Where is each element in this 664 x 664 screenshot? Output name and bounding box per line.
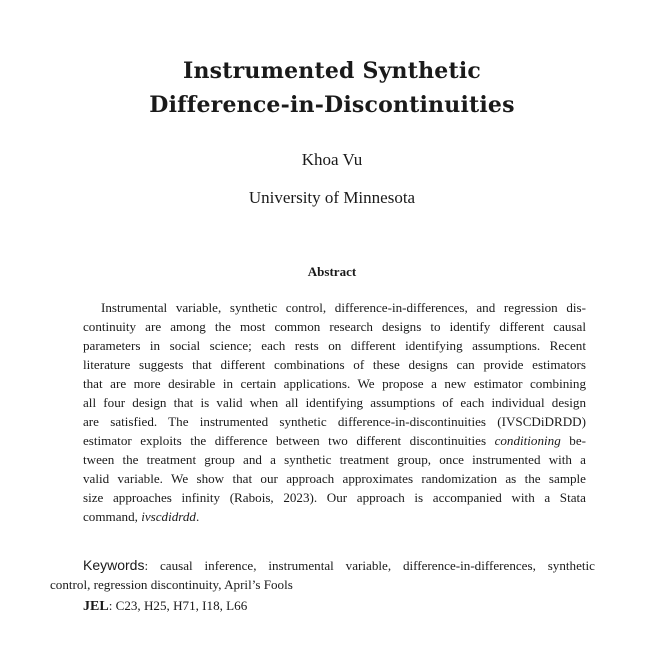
abstract-line: tween the treatment group and a synthetic treatment group, once instrumented with a (83, 452, 586, 467)
jel-code-list: : C23, H25, H71, I18, L66 (108, 598, 248, 613)
abstract-line: literature suggests that different combinations of these designs can provide estimators (83, 357, 586, 372)
abstract-line (83, 431, 586, 450)
abstract-line: parameters in social science; each rests on different identifying assumptions. Recent (83, 338, 586, 353)
paper-title-line-2: Difference-in-Discontinuities (149, 92, 515, 118)
paper-title-line-1: Instrumented Synthetic (182, 58, 482, 84)
abstract-line (83, 507, 586, 526)
keywords-text: : causal inference, instrumental variable, difference-in-differences, synthetic (144, 558, 595, 573)
abstract-body (83, 298, 586, 526)
keywords-block (50, 556, 595, 594)
abstract-line: Instrumental variable, synthetic control, difference-in-differences, and regression dis- (101, 300, 586, 315)
abstract-text: . (195, 509, 200, 524)
keywords-line: control, regression discontinuity, April’s Fools (50, 577, 293, 592)
abstract-line: all four design that is valid when all identifying assumptions of each individual design (83, 395, 586, 410)
stata-command-name: ivscdidrdd (141, 509, 196, 524)
jel-label: JEL (83, 599, 109, 614)
abstract-emphasis: conditioning (494, 433, 561, 448)
abstract-line: valid variable. We show that our approach approximates randomization as the sample (83, 471, 586, 486)
abstract-text: estimator exploits the difference between two different discontinuities (83, 433, 495, 448)
abstract-line: size approaches infinity (Rabois, 2023). Our approach is accompanied with a Stata (83, 490, 586, 505)
abstract-text: command, (83, 509, 142, 524)
author-affiliation: University of Minnesota (248, 188, 416, 207)
abstract-text: be- (560, 433, 586, 448)
abstract-heading: Abstract (307, 264, 357, 279)
keywords-line (50, 556, 595, 575)
abstract-line: are satisfied. The instrumented synthetic difference-in-discontinuities (IVSCDiDRDD) (83, 414, 586, 429)
author-name: Khoa Vu (301, 150, 363, 169)
jel-codes (83, 596, 247, 616)
keywords-label: Keywords (83, 557, 145, 573)
abstract-line: continuity are among the most common research designs to identify different causal (83, 319, 586, 334)
abstract-line: that are more desirable in certain applications. We propose a new estimator combining (83, 376, 586, 391)
